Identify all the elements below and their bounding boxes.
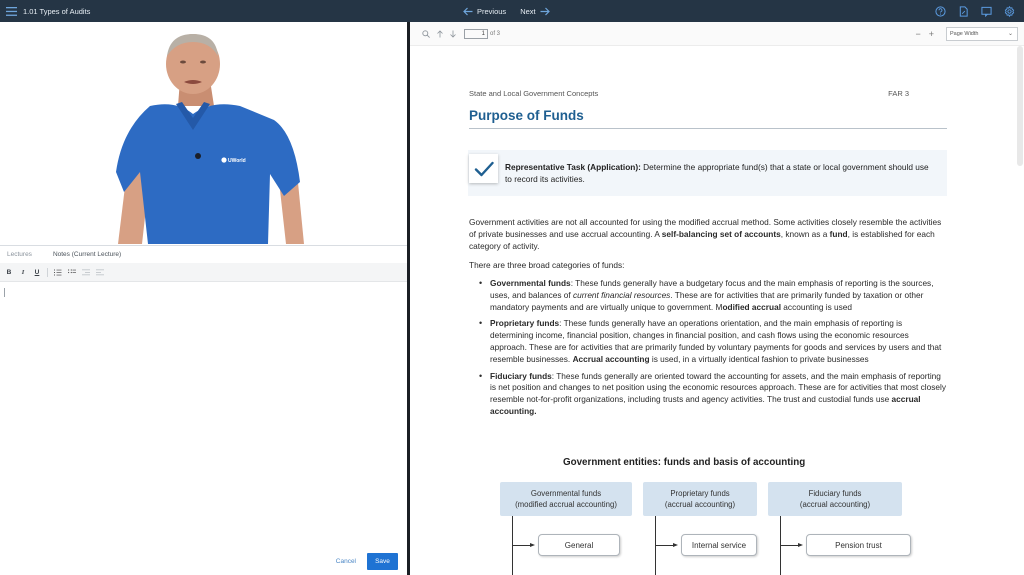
page-header-left: State and Local Government Concepts xyxy=(469,89,599,98)
top-bar xyxy=(0,0,1024,22)
arrow-right-icon xyxy=(540,7,550,16)
pdf-toolbar xyxy=(410,22,1024,46)
categories-intro: There are three broad categories of funds: xyxy=(469,260,625,270)
arrow-down-icon[interactable] xyxy=(448,29,458,39)
arrow-right-icon xyxy=(673,543,678,547)
connector-line xyxy=(780,545,800,546)
cancel-button[interactable]: Cancel xyxy=(335,558,356,565)
intro-paragraph: Government activities are not all accounted for using the modified accrual method. Some activities closely resemble the activities of private businesses and use accrual accounting. A self-balancing set of accounts, known as a fund, is established for each category of activity. xyxy=(469,217,942,251)
zoom-out-button[interactable]: − xyxy=(915,29,921,39)
diagram-title: Government entities: funds and basis of accounting xyxy=(563,457,806,468)
pdf-viewer xyxy=(410,22,1024,575)
lesson-navigation xyxy=(463,0,550,22)
fund-type-internal-service: Internal service xyxy=(681,534,757,556)
next-button[interactable] xyxy=(520,7,549,16)
editor-toolbar xyxy=(0,263,407,282)
italic-button[interactable]: I xyxy=(21,268,25,276)
outdent-icon[interactable] xyxy=(96,267,104,277)
instructor-video-frame xyxy=(0,22,407,244)
zoom-level-value: Page Width xyxy=(950,31,979,37)
zoom-level-select[interactable] xyxy=(946,27,1018,41)
indent-icon[interactable] xyxy=(82,267,90,277)
list-item-proprietary: • Proprietary funds: These funds generally have an operations orientation, and the main emphasis of reporting is determining income, financial position, changes in financial position, and cash flows using the economic resources approach. These are for activities that are primarily funded by voluntary payments for goods and services by users and that resemble businesses. Accrual accounting is used, in a virtually identical fashion to private businesses xyxy=(469,318,947,365)
tab-lectures[interactable]: Lectures xyxy=(7,251,32,258)
title-rule xyxy=(469,128,947,129)
lesson-title: 1.01 Types of Audits xyxy=(23,6,91,16)
page-header xyxy=(469,89,947,98)
page-title: Purpose of Funds xyxy=(469,108,584,123)
arrow-right-icon xyxy=(530,543,535,547)
fund-type-general: General xyxy=(538,534,620,556)
arrow-right-icon xyxy=(798,543,803,547)
list-item-fiduciary: • Fiduciary funds: These funds generally are oriented toward the accounting for assets, and the main emphasis of reporting is net position and changes to net position using the economic resources approach. These are for activities that most closely resemble not-for-profit organizations, including trusts and agency activities. The trust and custodial funds use accrual accounting. xyxy=(469,371,947,418)
zoom-controls xyxy=(915,22,934,46)
page-header-right: FAR 3 xyxy=(888,89,909,98)
previous-button[interactable] xyxy=(463,7,506,16)
arrow-left-icon xyxy=(463,7,473,16)
previous-label: Previous xyxy=(477,6,507,16)
text-caret xyxy=(4,288,5,297)
task-text: Representative Task (Application): Determine the appropriate fund(s) that a state or local government should use to record its activities. xyxy=(505,162,929,184)
proprietary-funds-box: Proprietary funds (accrual accounting) xyxy=(643,482,757,516)
next-label: Next xyxy=(520,6,536,16)
pdf-scrollbar[interactable] xyxy=(1017,46,1023,166)
help-icon[interactable] xyxy=(935,6,946,17)
hamburger-menu-icon[interactable] xyxy=(1,0,21,22)
save-button[interactable]: Save xyxy=(367,553,398,570)
connector-line xyxy=(512,545,532,546)
chat-icon[interactable] xyxy=(981,6,992,17)
underline-button[interactable]: U xyxy=(34,268,40,276)
search-icon[interactable] xyxy=(421,29,431,39)
toolbar-separator xyxy=(47,268,48,277)
notes-footer-actions xyxy=(336,553,398,570)
checkmark-icon xyxy=(469,154,498,183)
tab-notes-current-lecture[interactable]: Notes (Current Lecture) xyxy=(42,246,132,264)
settings-icon[interactable] xyxy=(1004,6,1015,17)
document-icon[interactable] xyxy=(958,6,969,17)
fiduciary-funds-box: Fiduciary funds (accrual accounting) xyxy=(768,482,902,516)
lecture-video[interactable] xyxy=(0,22,407,244)
notes-tabs xyxy=(0,245,407,263)
fund-type-pension-trust: Pension trust xyxy=(806,534,911,556)
notes-editor[interactable] xyxy=(0,282,407,547)
bold-button[interactable]: B xyxy=(6,268,12,276)
arrow-up-icon[interactable] xyxy=(435,29,445,39)
task-label: Representative Task (Application): xyxy=(505,162,641,172)
chevron-down-icon: ⌄ xyxy=(1007,31,1013,37)
list-item-governmental: • Governmental funds: These funds generally have a budgetary focus and the main emphasis of reporting is the sources, uses, and balances of current financial resources. These are for activities that are primarily funded by taxation or other mandatory payments and are virtually unique to government. Modified accrual accounting is used xyxy=(469,278,947,313)
unordered-list-icon[interactable] xyxy=(68,267,76,277)
governmental-funds-box: Governmental funds (modified accrual accounting) xyxy=(500,482,632,516)
left-pane xyxy=(0,22,407,575)
shirt-logo-text: UWorld xyxy=(228,158,246,164)
page-count: of 3 xyxy=(490,30,501,37)
representative-task-box xyxy=(468,150,947,196)
fund-categories-list xyxy=(469,278,947,423)
ordered-list-icon[interactable] xyxy=(54,267,62,277)
page-number-input[interactable]: 1 xyxy=(464,29,488,39)
connector-line xyxy=(655,545,675,546)
zoom-in-button[interactable]: + xyxy=(928,29,934,39)
topbar-actions xyxy=(935,0,1015,22)
pdf-document-area xyxy=(410,46,1024,575)
